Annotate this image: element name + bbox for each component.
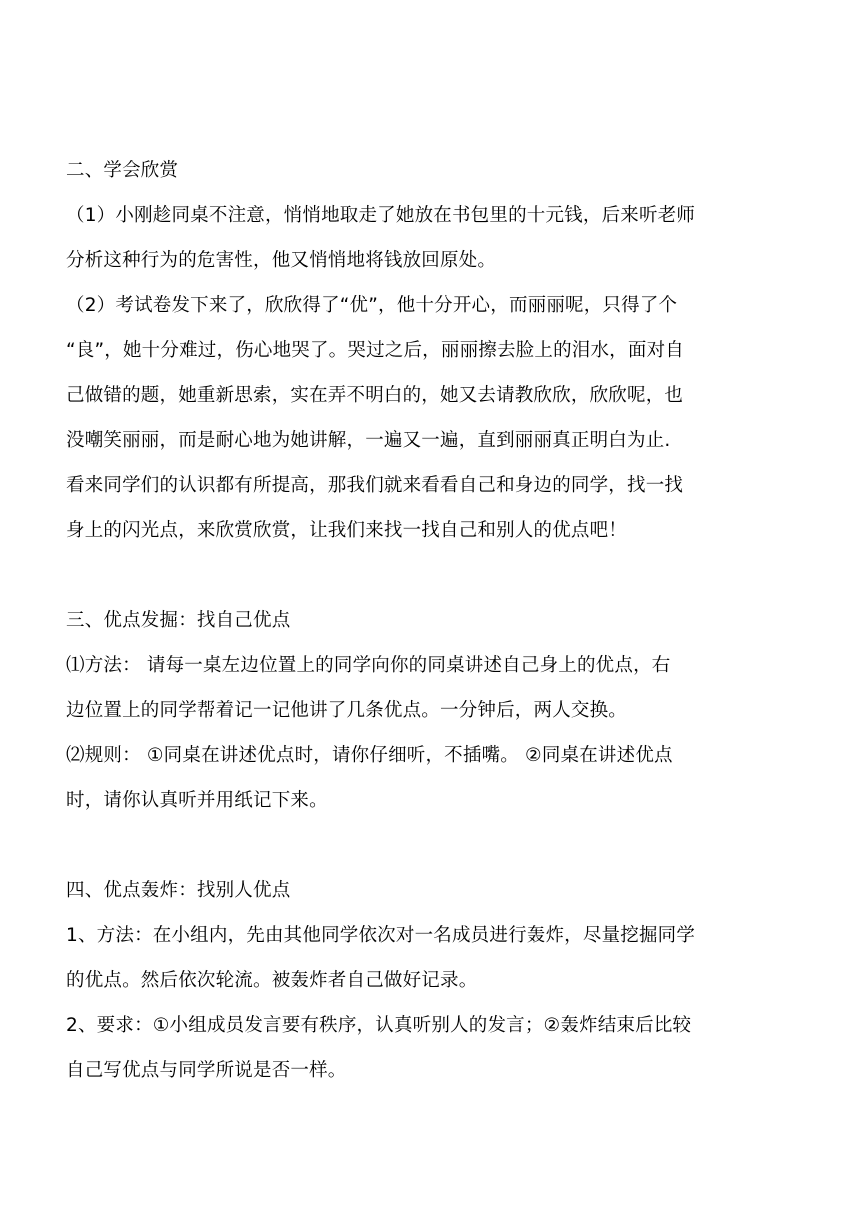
paragraph-method-line2: 边位置上的同学帮着记一记他讲了几条优点。一分钟后，两人交换。 bbox=[66, 700, 628, 721]
section-heading-discover: 三、优点发掘：找自己优点 bbox=[66, 610, 291, 631]
paragraph-method2-line1: 1、方法：在小组内，先由其他同学依次对一名成员进行轰炸，尽量挖掘同学 bbox=[66, 925, 696, 946]
paragraph-rule-line2: 时，请你认真听并用纸记下来。 bbox=[66, 790, 328, 811]
paragraph-item2-line3: 己做错的题，她重新思索，实在弄不明白的，她又去请教欣欣，欣欣呢，也 bbox=[66, 385, 684, 406]
paragraph-method-line1: ⑴方法： 请每一桌左边位置上的同学向你的同桌讲述自己身上的优点，右 bbox=[66, 655, 671, 676]
paragraph-method2-line2: 的优点。然后依次轮流。被轰炸者自己做好记录。 bbox=[66, 970, 478, 991]
section-heading-appreciate: 二、学会欣赏 bbox=[66, 160, 179, 181]
paragraph-summary-line2: 身上的闪光点，来欣赏欣赏，让我们来找一找自己和别人的优点吧！ bbox=[66, 520, 628, 541]
paragraph-item2-line1: （2）考试卷发下来了，欣欣得了“优”，他十分开心，而丽丽呢，只得了个 bbox=[66, 295, 678, 316]
paragraph-rule-line1: ⑵规则： ①同桌在讲述优点时，请你仔细听，不插嘴。 ②同桌在讲述优点 bbox=[66, 745, 673, 766]
paragraph-item1-line2: 分析这种行为的危害性，他又悄悄地将钱放回原处。 bbox=[66, 250, 497, 271]
document-page bbox=[66, 148, 756, 1093]
paragraph-item2-line2: “良”，她十分难过，伤心地哭了。哭过之后，丽丽擦去脸上的泪水，面对自 bbox=[66, 340, 684, 361]
section-spacer bbox=[66, 823, 756, 868]
section-spacer bbox=[66, 553, 756, 598]
paragraph-requirement-line1: 2、要求：①小组成员发言要有秩序，认真听别人的发言；②轰炸结束后比较 bbox=[66, 1015, 692, 1036]
section-heading-bombard: 四、优点轰炸：找别人优点 bbox=[66, 880, 291, 901]
paragraph-item1-line1: （1）小刚趁同桌不注意，悄悄地取走了她放在书包里的十元钱，后来听老师 bbox=[66, 205, 696, 226]
paragraph-summary-line1: 看来同学们的认识都有所提高，那我们就来看看自己和身边的同学，找一找 bbox=[66, 475, 684, 496]
paragraph-requirement-line2: 自己写优点与同学所说是否一样。 bbox=[66, 1060, 347, 1081]
paragraph-item2-line4: 没嘲笑丽丽，而是耐心地为她讲解，一遍又一遍，直到丽丽真正明白为止. bbox=[66, 430, 671, 451]
